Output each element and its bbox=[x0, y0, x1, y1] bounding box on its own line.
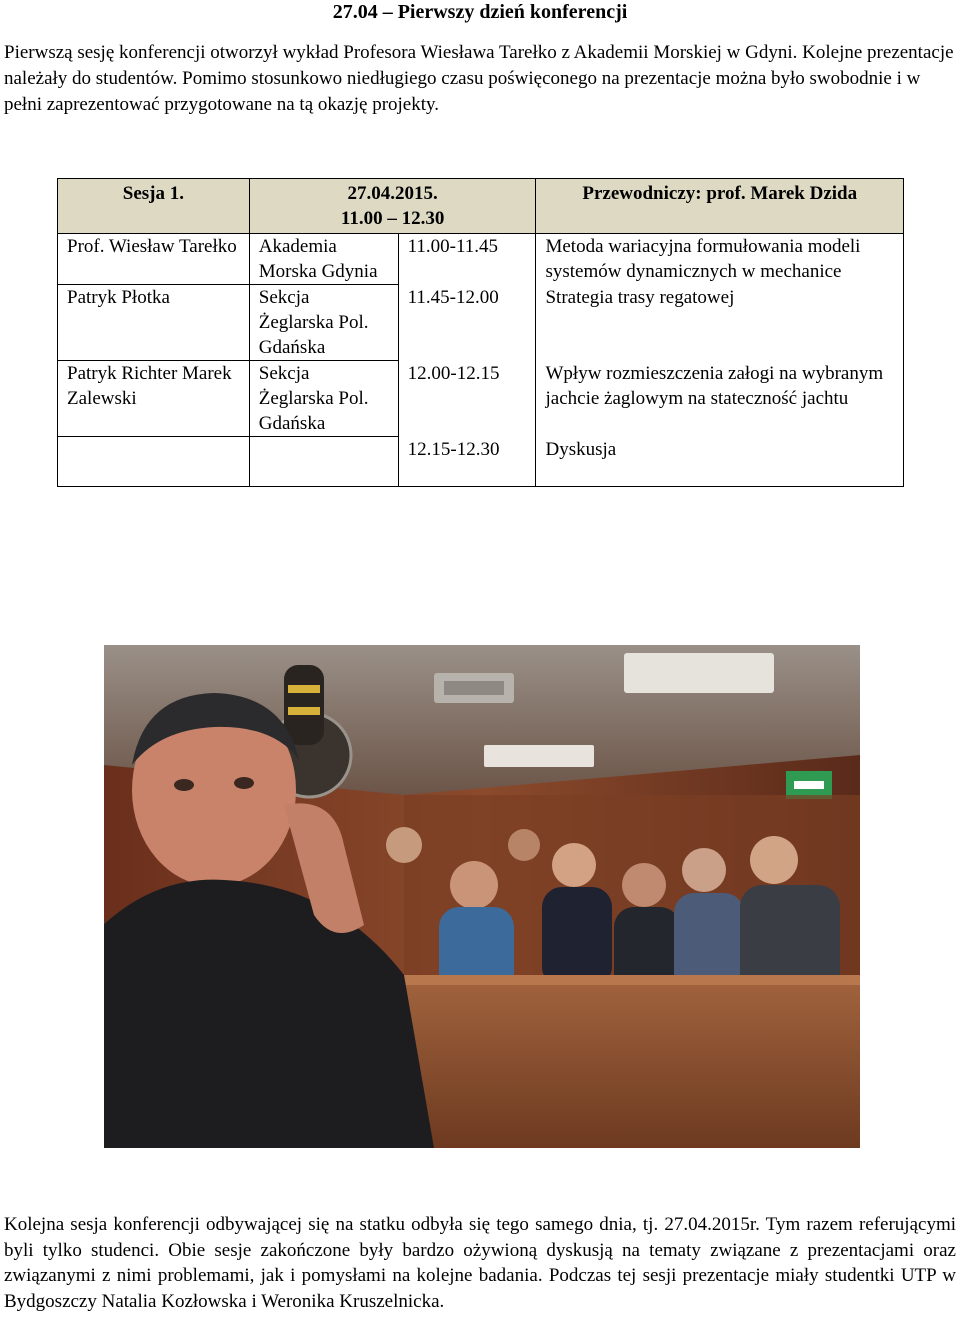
conference-photo bbox=[104, 645, 860, 1148]
session-date: 27.04.2015. bbox=[347, 183, 438, 204]
session-table bbox=[57, 178, 904, 487]
ceiling-lamp bbox=[484, 745, 594, 767]
speaker-cell: Prof. Wiesław Tarełko bbox=[58, 234, 250, 285]
session-header-row bbox=[58, 179, 904, 234]
topic-cell: Metoda wariacyjna formułowania modeli systemów dynamicznych w mechanice bbox=[536, 234, 904, 285]
affiliation-cell bbox=[249, 437, 398, 487]
table-row bbox=[58, 234, 904, 285]
outro-paragraph bbox=[4, 1212, 956, 1314]
intro-text: Pierwszą sesję konferencji otworzył wykład Profesora Wiesława Tarełko z Akademii Morskiej w Gdyni. Kolejne prezentacje należały do studentów. Pomimo stosunkowo niedługiego czasu poświęconego na prezentacje można było swobodnie i w pełni zaprezentować przygotowane na tą okazję projekty. bbox=[4, 42, 954, 115]
table-row bbox=[58, 285, 904, 361]
topic-cell: Dyskusja bbox=[536, 437, 904, 487]
speaker-cell bbox=[58, 437, 250, 487]
wooden-bench bbox=[404, 975, 860, 1148]
outro-text: Kolejna sesja konferencji odbywającej się na statku odbyła się tego samego dnia, tj. 27.04.2015r. Tym razem referującymi byli tylko studenci. Obie sesje zakończone były bardzo ożywioną dyskusją na tematy związane z prezentacjami oraz związanymi z nimi problemami, jak i pomysłami na kolejne badania. Podczas tej sesji prezentacje miały studentki UTP w Bydgoszczy Natalia Kozłowska i Weronika Kruszelnicka. bbox=[4, 1214, 956, 1312]
page-title: 27.04 – Pierwszy dzień konferencji bbox=[332, 1, 628, 23]
speaker-cell: Patryk Richter Marek Zalewski bbox=[58, 361, 250, 437]
time-cell: 12.00-12.15 bbox=[398, 361, 536, 437]
speaker-cell: Patryk Płotka bbox=[58, 285, 250, 361]
ceiling-lamp bbox=[624, 653, 774, 693]
hanging-figure bbox=[284, 665, 324, 745]
table-row bbox=[58, 437, 904, 487]
session-time: 11.00 – 12.30 bbox=[340, 208, 445, 229]
time-cell: 11.00-11.45 bbox=[398, 234, 536, 285]
session-label: Sesja 1. bbox=[58, 179, 250, 234]
affiliation-cell: Akademia Morska Gdynia bbox=[249, 234, 398, 285]
time-cell: 12.15-12.30 bbox=[398, 437, 536, 487]
topic-cell: Wpływ rozmieszczenia załogi na wybranym jachcie żaglowym na stateczność jachtu bbox=[536, 361, 904, 437]
table-row bbox=[58, 361, 904, 437]
topic-cell: Strategia trasy regatowej bbox=[536, 285, 904, 361]
time-cell: 11.45-12.00 bbox=[398, 285, 536, 361]
session-chair: Przewodniczy: prof. Marek Dzida bbox=[536, 179, 904, 234]
affiliation-cell: Sekcja Żeglarska Pol. Gdańska bbox=[249, 361, 398, 437]
session-datetime bbox=[249, 179, 536, 234]
conference-photo-illustration bbox=[104, 645, 860, 1148]
intro-paragraph bbox=[4, 40, 956, 118]
affiliation-cell: Sekcja Żeglarska Pol. Gdańska bbox=[249, 285, 398, 361]
